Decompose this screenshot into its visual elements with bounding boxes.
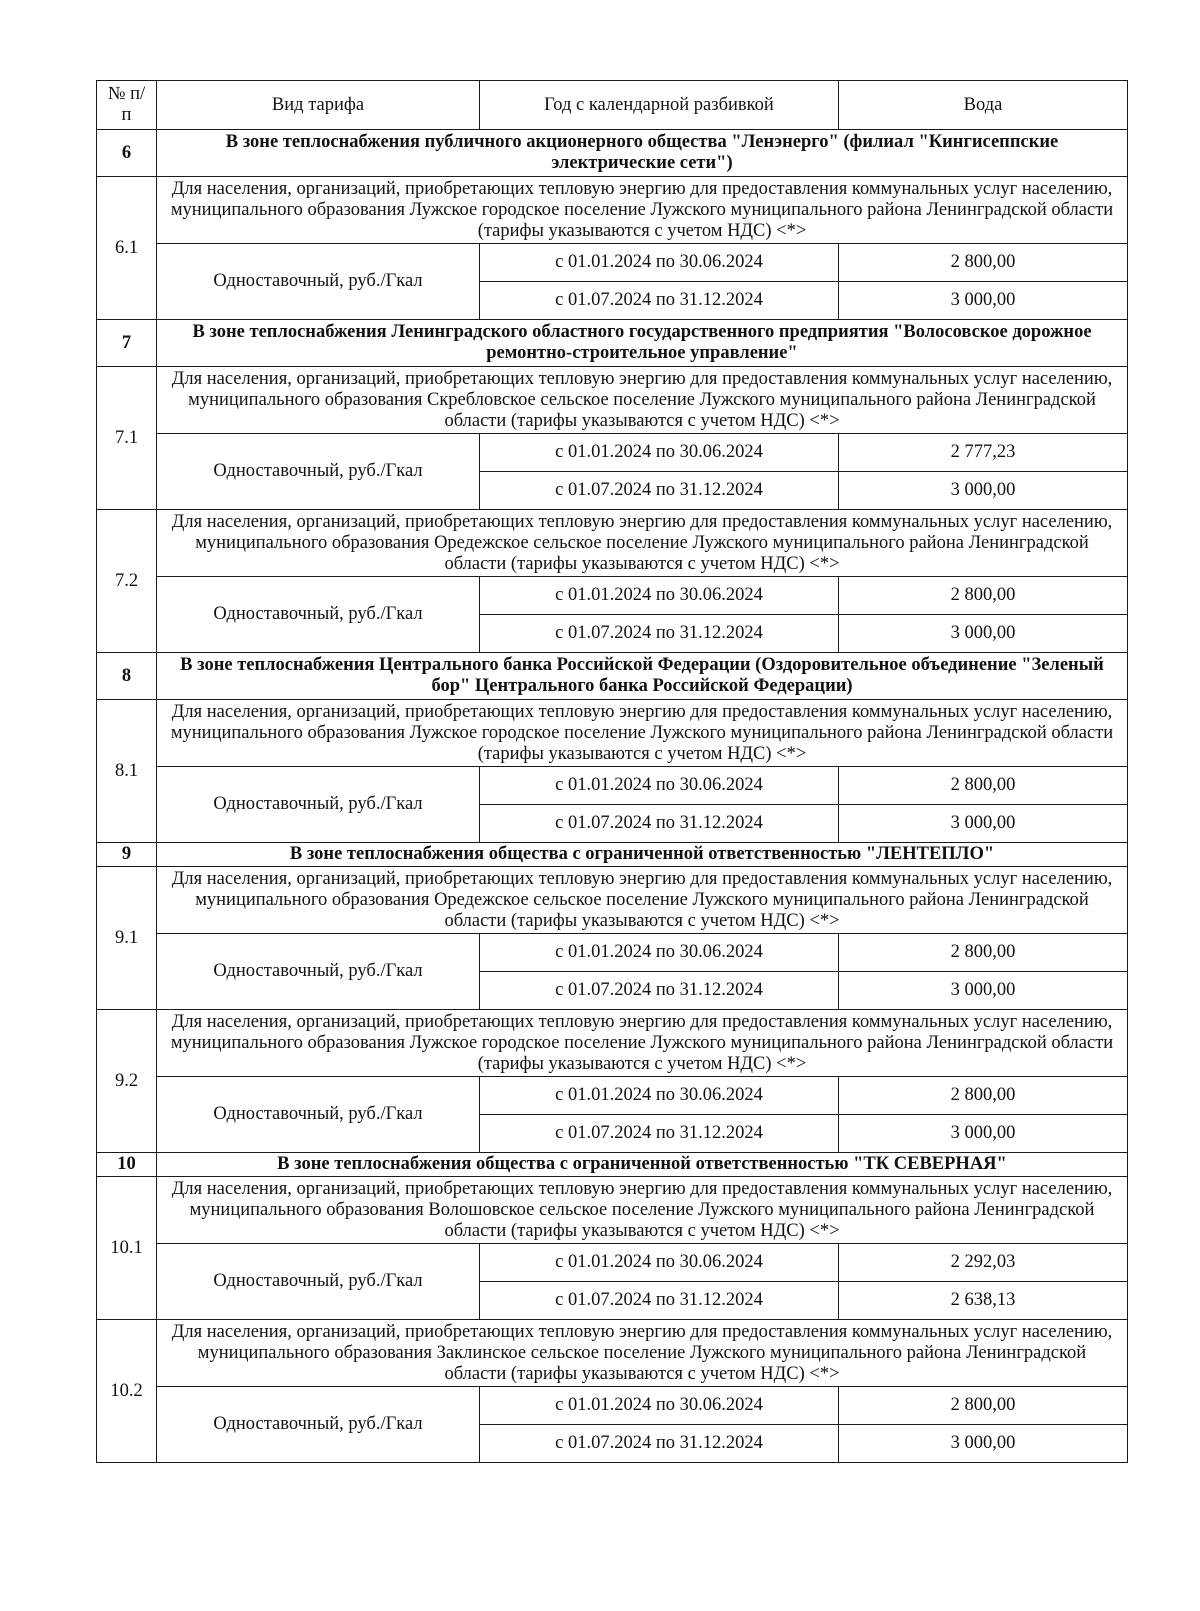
zone-title: В зоне теплоснабжения Центрального банка Российской Федерации (Оздоровительное объединение "Зеленый бор" Центрального банка Российской Федерации) — [157, 653, 1128, 700]
zone-title: В зоне теплоснабжения публичного акционерного общества "Ленэнерго" (филиал "Кингисеппские электрические сети") — [157, 130, 1128, 177]
zone-row — [97, 653, 1128, 700]
price-row — [97, 767, 1128, 805]
group-number: 7.2 — [97, 510, 157, 653]
price-row — [97, 1077, 1128, 1115]
price-row — [97, 244, 1128, 282]
water-value-cell: 2 800,00 — [839, 1387, 1128, 1425]
water-value-cell: 2 292,03 — [839, 1244, 1128, 1282]
water-value-cell: 2 800,00 — [839, 244, 1128, 282]
period-cell: с 01.01.2024 по 30.06.2024 — [480, 934, 839, 972]
group-description-row — [97, 510, 1128, 577]
tariff-kind: Одноставочный, руб./Гкал — [157, 244, 480, 320]
period-cell: с 01.01.2024 по 30.06.2024 — [480, 434, 839, 472]
period-cell: с 01.01.2024 по 30.06.2024 — [480, 244, 839, 282]
zone-row — [97, 320, 1128, 367]
group-description: Для населения, организаций, приобретающих тепловую энергию для предоставления коммунальных услуг населению, муниципального образования Скребловское сельское поселение Лужского муниципального района Ленинградской области (тарифы указываются с учетом НДС) <*> — [157, 367, 1128, 434]
water-value-cell: 2 777,23 — [839, 434, 1128, 472]
zone-number: 10 — [97, 1153, 157, 1177]
period-cell: с 01.07.2024 по 31.12.2024 — [480, 1282, 839, 1320]
group-description-row — [97, 867, 1128, 934]
tariff-kind: Одноставочный, руб./Гкал — [157, 577, 480, 653]
water-value-cell: 3 000,00 — [839, 615, 1128, 653]
water-value-cell: 3 000,00 — [839, 1425, 1128, 1463]
period-cell: с 01.07.2024 по 31.12.2024 — [480, 1115, 839, 1153]
group-description-row — [97, 1177, 1128, 1244]
zone-title: В зоне теплоснабжения Ленинградского областного государственного предприятия "Волосовское дорожное ремонтно-строительное управление" — [157, 320, 1128, 367]
group-description-row — [97, 1010, 1128, 1077]
group-number: 7.1 — [97, 367, 157, 510]
group-description: Для населения, организаций, приобретающих тепловую энергию для предоставления коммунальных услуг населению, муниципального образования Лужское городское поселение Лужского муниципального района Ленинградской области (тарифы указываются с учетом НДС) <*> — [157, 700, 1128, 767]
group-description-row — [97, 700, 1128, 767]
period-cell: с 01.01.2024 по 30.06.2024 — [480, 1077, 839, 1115]
zone-title: В зоне теплоснабжения общества с ограниченной ответственностью "ЛЕНТЕПЛО" — [157, 843, 1128, 867]
period-cell: с 01.07.2024 по 31.12.2024 — [480, 472, 839, 510]
header-year: Год с календарной разбивкой — [480, 81, 839, 130]
tariff-kind: Одноставочный, руб./Гкал — [157, 1387, 480, 1463]
period-cell: с 01.07.2024 по 31.12.2024 — [480, 615, 839, 653]
water-value-cell: 3 000,00 — [839, 805, 1128, 843]
tariff-kind: Одноставочный, руб./Гкал — [157, 1077, 480, 1153]
header-tariff-kind: Вид тарифа — [157, 81, 480, 130]
tariff-kind: Одноставочный, руб./Гкал — [157, 767, 480, 843]
group-number: 9.2 — [97, 1010, 157, 1153]
period-cell: с 01.07.2024 по 31.12.2024 — [480, 282, 839, 320]
zone-row — [97, 843, 1128, 867]
period-cell: с 01.07.2024 по 31.12.2024 — [480, 972, 839, 1010]
group-description: Для населения, организаций, приобретающих тепловую энергию для предоставления коммунальных услуг населению, муниципального образования Заклинское сельское поселение Лужского муниципального района Ленинградской области (тарифы указываются с учетом НДС) <*> — [157, 1320, 1128, 1387]
zone-number: 9 — [97, 843, 157, 867]
water-value-cell: 2 800,00 — [839, 577, 1128, 615]
tariff-table — [96, 80, 1128, 1463]
tariff-kind: Одноставочный, руб./Гкал — [157, 934, 480, 1010]
group-description-row — [97, 1320, 1128, 1387]
group-description-row — [97, 367, 1128, 434]
price-row — [97, 934, 1128, 972]
period-cell: с 01.07.2024 по 31.12.2024 — [480, 805, 839, 843]
water-value-cell: 2 638,13 — [839, 1282, 1128, 1320]
period-cell: с 01.07.2024 по 31.12.2024 — [480, 1425, 839, 1463]
group-description: Для населения, организаций, приобретающих тепловую энергию для предоставления коммунальных услуг населению, муниципального образования Оредежское сельское поселение Лужского муниципального района Ленинградской области (тарифы указываются с учетом НДС) <*> — [157, 510, 1128, 577]
group-description: Для населения, организаций, приобретающих тепловую энергию для предоставления коммунальных услуг населению, муниципального образования Лужское городское поселение Лужского муниципального района Ленинградской области (тарифы указываются с учетом НДС) <*> — [157, 177, 1128, 244]
water-value-cell: 3 000,00 — [839, 1115, 1128, 1153]
group-number: 6.1 — [97, 177, 157, 320]
period-cell: с 01.01.2024 по 30.06.2024 — [480, 1244, 839, 1282]
period-cell: с 01.01.2024 по 30.06.2024 — [480, 767, 839, 805]
header-water: Вода — [839, 81, 1128, 130]
tariff-table-body — [97, 81, 1128, 1463]
group-description-row — [97, 177, 1128, 244]
water-value-cell: 2 800,00 — [839, 1077, 1128, 1115]
group-description: Для населения, организаций, приобретающих тепловую энергию для предоставления коммунальных услуг населению, муниципального образования Волошовское сельское поселение Лужского муниципального района Ленинградской области (тарифы указываются с учетом НДС) <*> — [157, 1177, 1128, 1244]
price-row — [97, 1387, 1128, 1425]
water-value-cell: 3 000,00 — [839, 282, 1128, 320]
tariff-kind: Одноставочный, руб./Гкал — [157, 434, 480, 510]
group-number: 8.1 — [97, 700, 157, 843]
group-description: Для населения, организаций, приобретающих тепловую энергию для предоставления коммунальных услуг населению, муниципального образования Лужское городское поселение Лужского муниципального района Ленинградской области (тарифы указываются с учетом НДС) <*> — [157, 1010, 1128, 1077]
period-cell: с 01.01.2024 по 30.06.2024 — [480, 1387, 839, 1425]
zone-row — [97, 1153, 1128, 1177]
zone-title: В зоне теплоснабжения общества с ограниченной ответственностью "ТК СЕВЕРНАЯ" — [157, 1153, 1128, 1177]
water-value-cell: 3 000,00 — [839, 472, 1128, 510]
zone-number: 8 — [97, 653, 157, 700]
zone-number: 7 — [97, 320, 157, 367]
water-value-cell: 2 800,00 — [839, 767, 1128, 805]
period-cell: с 01.01.2024 по 30.06.2024 — [480, 577, 839, 615]
table-header-row — [97, 81, 1128, 130]
group-description: Для населения, организаций, приобретающих тепловую энергию для предоставления коммунальных услуг населению, муниципального образования Оредежское сельское поселение Лужского муниципального района Ленинградской области (тарифы указываются с учетом НДС) <*> — [157, 867, 1128, 934]
tariff-kind: Одноставочный, руб./Гкал — [157, 1244, 480, 1320]
water-value-cell: 2 800,00 — [839, 934, 1128, 972]
zone-number: 6 — [97, 130, 157, 177]
price-row — [97, 1244, 1128, 1282]
price-row — [97, 434, 1128, 472]
price-row — [97, 577, 1128, 615]
water-value-cell: 3 000,00 — [839, 972, 1128, 1010]
group-number: 9.1 — [97, 867, 157, 1010]
header-num: № п/п — [97, 81, 157, 130]
zone-row — [97, 130, 1128, 177]
group-number: 10.2 — [97, 1320, 157, 1463]
group-number: 10.1 — [97, 1177, 157, 1320]
